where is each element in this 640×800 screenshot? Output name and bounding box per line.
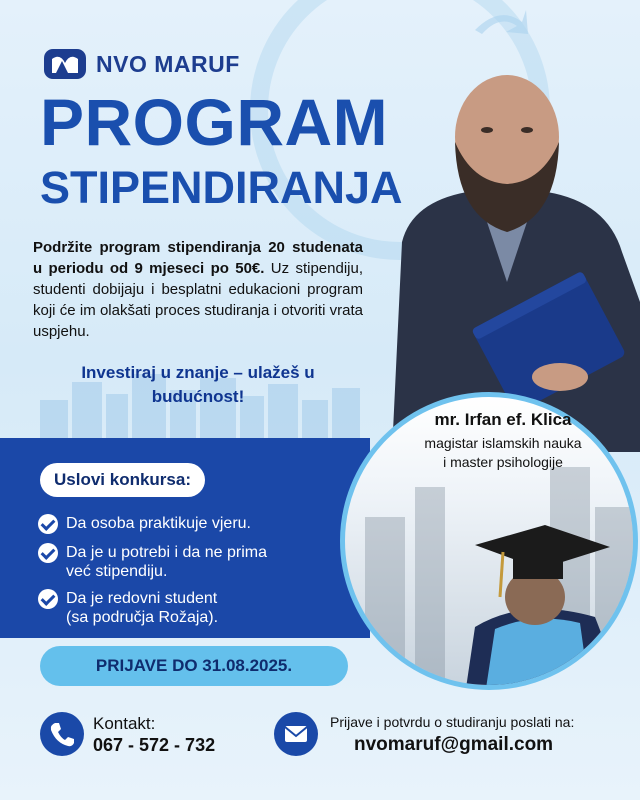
speaker-photo bbox=[372, 42, 640, 452]
page-title: PROGRAM bbox=[40, 85, 389, 159]
check-circle-icon bbox=[38, 514, 58, 534]
slogan bbox=[40, 361, 356, 409]
contact-label: Kontakt: bbox=[93, 714, 156, 733]
brand-logo-icon bbox=[42, 47, 88, 81]
check-circle-icon bbox=[38, 589, 58, 609]
mail-icon[interactable] bbox=[274, 712, 318, 756]
condition-text: Da osoba praktikuje vjeru. bbox=[66, 515, 251, 532]
check-circle-icon bbox=[38, 543, 58, 563]
speaker-title-line-1: magistar islamskih nauka bbox=[424, 435, 582, 451]
intro-text: Uz stipendiju, studenti dobijaju i besplatni edukacioni program koji će im olakšati proces studiranja i otvoriti vrata uspjehu. bbox=[33, 260, 363, 340]
condition-item bbox=[38, 514, 358, 534]
speaker-title bbox=[388, 434, 618, 472]
slogan-line-2: budućnost! bbox=[151, 387, 245, 406]
slogan-line-1: Investiraj u znanje – ulažeš u bbox=[81, 363, 315, 382]
intro-bold-text: Podržite program stipendiranja 20 studenata u periodu od 9 mjeseci po 50€. bbox=[33, 239, 363, 277]
intro-paragraph bbox=[33, 237, 363, 342]
speaker-title-line-2: i master psihologije bbox=[443, 454, 563, 470]
email-note: Prijave i potvrdu o studiranju poslati na: bbox=[330, 714, 575, 730]
email-address[interactable]: nvomaruf@gmail.com bbox=[354, 734, 554, 755]
deadline-label: PRIJAVE DO 31.08.2025. bbox=[95, 656, 293, 675]
condition-item bbox=[38, 589, 358, 627]
conditions-heading-badge bbox=[40, 463, 205, 497]
phone-icon[interactable] bbox=[40, 712, 84, 756]
deadline-banner bbox=[40, 646, 348, 686]
condition-text-cont: već stipendiju. bbox=[66, 563, 168, 580]
contact-phone[interactable]: 067 - 572 - 732 bbox=[93, 735, 216, 755]
brand bbox=[42, 47, 240, 81]
page-subtitle: STIPENDIRANJA bbox=[40, 162, 403, 213]
condition-item bbox=[38, 543, 358, 581]
speaker-name: mr. Irfan ef. Klica bbox=[434, 410, 572, 429]
condition-text-cont: (sa područja Rožaja). bbox=[66, 609, 219, 626]
condition-text: Da je u potrebi i da ne prima bbox=[66, 544, 267, 561]
brand-name: NVO MARUF bbox=[96, 50, 240, 77]
condition-text: Da je redovni student bbox=[66, 590, 218, 607]
conditions-heading: Uslovi konkursa: bbox=[54, 470, 191, 489]
